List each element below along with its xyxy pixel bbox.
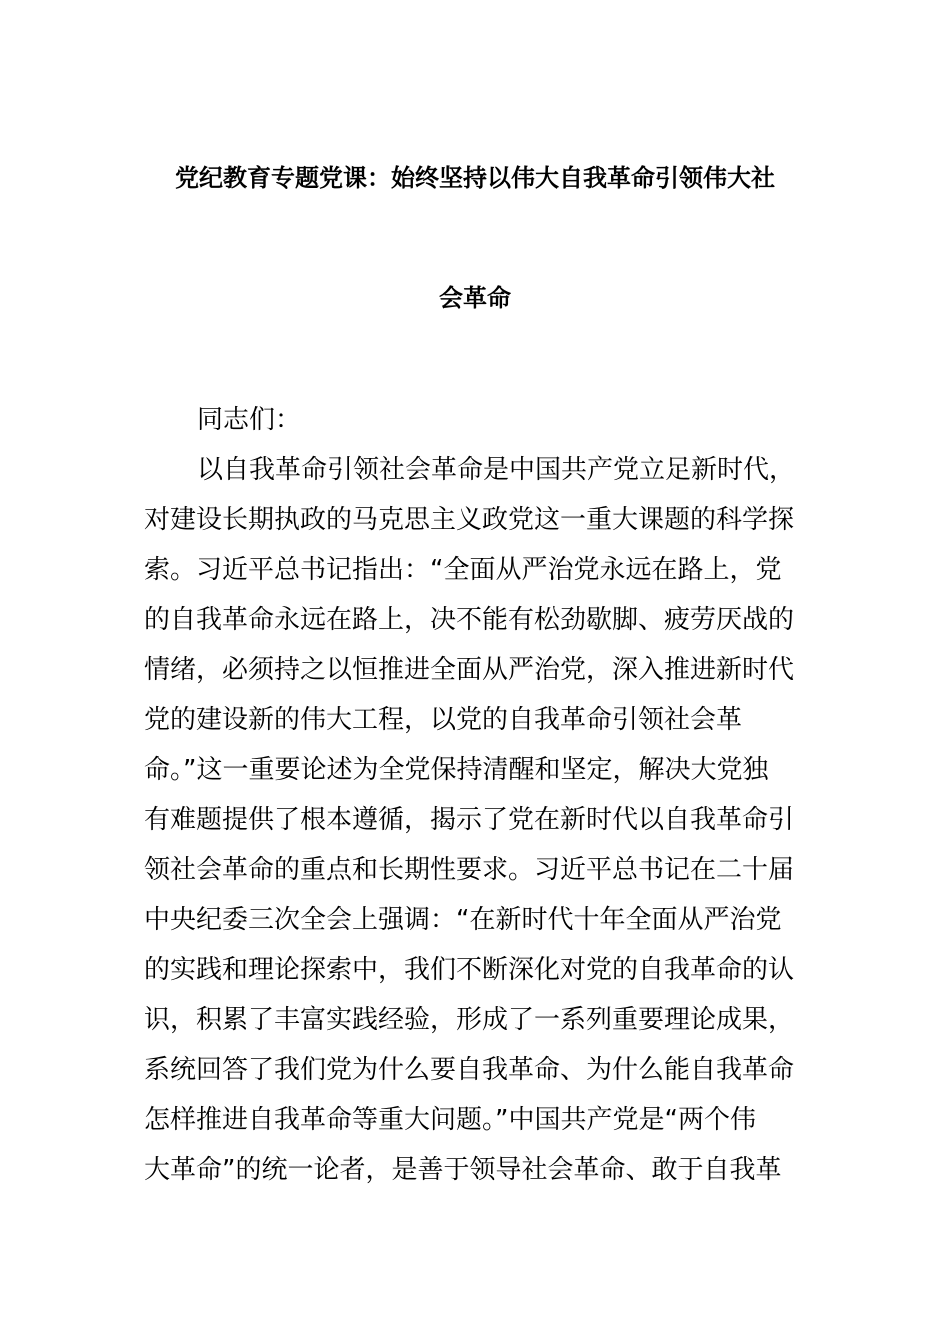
paragraph-line: 识，积累了丰富实践经验，形成了一系列重要理论成果，: [144, 1005, 795, 1035]
paragraph-line: 的实践和理论探索中，我们不断深化对党的自我革命的认: [144, 955, 795, 985]
paragraph-line: 有难题提供了根本遵循，揭示了党在新时代以自我革命引: [144, 805, 795, 835]
paragraph-line: 情绪，必须持之以恒推进全面从严治党，深入推进新时代: [144, 655, 795, 685]
paragraph-line: 中央纪委三次全会上强调：“在新时代十年全面从严治党: [144, 905, 782, 935]
paragraph-line: 的自我革命永远在路上，决不能有松劲歇脚、疲劳厌战的: [144, 605, 795, 635]
paragraph-line: 怎样推进自我革命等重大问题。”中国共产党是“两个伟: [144, 1105, 756, 1135]
paragraph-line: 领社会革命的重点和长期性要求。习近平总书记在二十届: [144, 855, 795, 885]
salutation: 同志们：: [197, 405, 302, 435]
paragraph-line: 索。习近平总书记指出：“全面从严治党永远在路上，党: [144, 555, 782, 585]
document-title-line-1: 党纪教育专题党课：始终坚持以伟大自我革命引领伟大社: [175, 164, 775, 192]
document-title-line-2: 会革命: [439, 284, 511, 312]
paragraph-line: 大革命”的统一论者，是善于领导社会革命、敢于自我革: [144, 1155, 782, 1185]
paragraph-line: 党的建设新的伟大工程，以党的自我革命引领社会革: [144, 705, 743, 735]
paragraph-line: 以自我革命引领社会革命是中国共产党立足新时代，: [197, 455, 796, 485]
document-body: [144, 395, 808, 1195]
paragraph-line: 命。”这一重要论述为全党保持清醒和坚定，解决大党独: [144, 755, 769, 785]
paragraph-line: 系统回答了我们党为什么要自我革命、为什么能自我革命: [144, 1055, 795, 1085]
paragraph-line: 对建设长期执政的马克思主义政党这一重大课题的科学探: [144, 505, 795, 535]
